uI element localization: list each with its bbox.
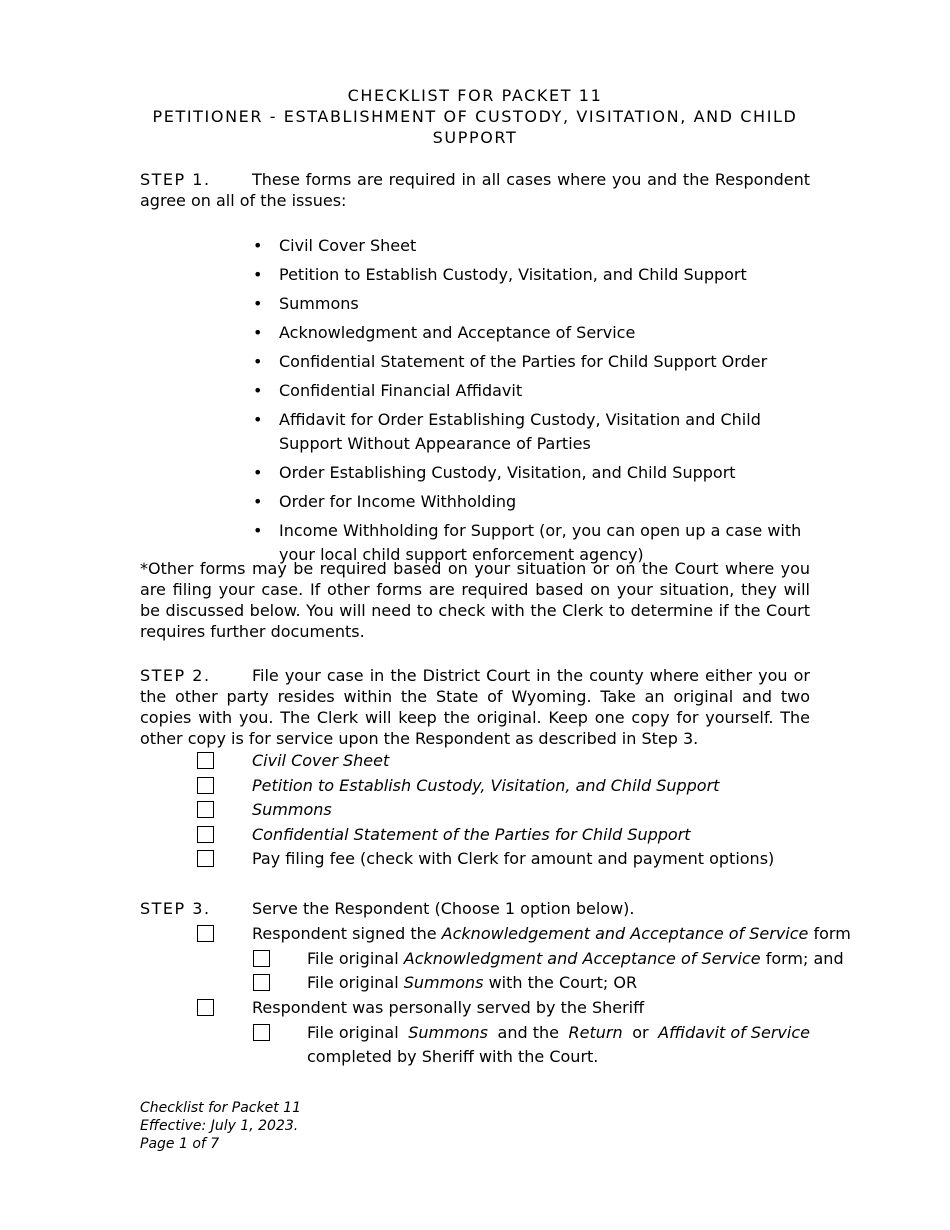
sub1-prefix: File original [307,949,404,968]
return-italic: Return [568,1023,623,1042]
step2-check-item: Confidential Statement of the Parties for Child Support [252,825,691,844]
list-item: • Acknowledgment and Acceptance of Service [250,321,810,345]
step3-text: Serve the Respondent (Choose 1 option below). [252,899,635,918]
sub1-suffix: form; and [760,949,844,968]
step1-label: STEP 1. [140,170,211,189]
list-item: • Order Establishing Custody, Visitation, and Child Support [250,461,810,485]
option1-sub1 [307,947,844,971]
step2-check-item: Summons [252,800,332,819]
step2-check-item: Pay filing fee (check with Clerk for amount and payment options) [252,849,775,868]
footer-line-3: Page 1 of 7 [140,1136,220,1152]
checkbox[interactable] [197,777,214,794]
checkbox[interactable] [197,826,214,843]
option1-suffix: form [808,924,851,943]
list-item: • Civil Cover Sheet [250,234,810,258]
step2-check-item: Petition to Establish Custody, Visitation, and Child Support [252,776,720,795]
page-title [140,85,810,148]
step3-label-text: STEP 3. [140,899,211,918]
list-item: • Confidential Financial Affidavit [250,379,810,403]
sub2-form-name: Summons [403,973,484,992]
checkbox[interactable] [253,974,270,991]
summons-italic: Summons [408,1023,488,1042]
list-item: • Confidential Statement of the Parties for Child Support Order [250,350,810,374]
sub2-suffix: with the Court; OR [483,973,638,992]
title-line-2: PETITIONER - ESTABLISHMENT OF CUSTODY, VISITATION, AND CHILD [152,107,798,126]
footer-line-1: Checklist for Packet 11 [140,1100,301,1116]
list-item: • Order for Income Withholding [250,490,810,514]
checkbox[interactable] [253,950,270,967]
title-line-1: CHECKLIST FOR PACKET 11 [347,86,603,105]
checkbox[interactable] [197,801,214,818]
option1-sub2 [307,971,637,995]
option2-sub-line2: completed by Sheriff with the Court. [307,1047,599,1066]
step2-intro [140,665,810,749]
checkbox[interactable] [197,925,214,942]
option1-prefix: Respondent signed the [252,924,442,943]
affidavit-italic: Affidavit of Service [658,1023,810,1042]
sub1-form-name: Acknowledgment and Acceptance of Service [403,949,761,968]
sub-mid2: or [632,1023,649,1042]
step2-text: File your case in the District Court in the county where either you or the other party resides within the State of Wyoming. Take an original and two copies with you. The Clerk will keep the original. Keep one copy for yourself. The other copy is for service upon the Respondent as described in Step 3. [140,666,810,748]
sub-mid1: and the [497,1023,559,1042]
checkbox[interactable] [253,1024,270,1041]
step3-option2: Respondent was personally served by the Sheriff [252,998,645,1017]
page-footer [140,1099,301,1153]
step1-text: These forms are required in all cases where you and the Respondent agree on all of the issues: [140,170,810,210]
footer-line-2: Effective: July 1, 2023. [140,1118,299,1134]
option1-form-name: Acknowledgement and Acceptance of Service [441,924,809,943]
option2-sub-line1 [307,1021,810,1045]
other-forms-note: *Other forms may be required based on your situation or on the Court where you are filing your case. If other forms are required based on your situation, they will be discussed below. You will need to check with the Clerk to determine if the Court requires further documents. [140,559,810,641]
checkbox[interactable] [197,752,214,769]
step2-check-item: Civil Cover Sheet [252,751,390,770]
checkbox[interactable] [197,999,214,1016]
step1-form-list [250,234,810,572]
sub-prefix: File original [307,1023,399,1042]
checkbox[interactable] [197,850,214,867]
step3-option1 [252,922,851,946]
list-item: • Summons [250,292,810,316]
list-item: • Income Withholding for Support (or, you can open up a case with your local child support enforcement agency) [250,519,810,567]
sub2-prefix: File original [307,973,404,992]
title-line-3: SUPPORT [432,128,518,147]
step3-label [140,897,211,921]
list-item: • Petition to Establish Custody, Visitation, and Child Support [250,263,810,287]
list-item: • Affidavit for Order Establishing Custody, Visitation and Child Support Without Appearance of Parties [250,408,810,456]
step2-label: STEP 2. [140,666,211,685]
step1-intro [140,169,810,211]
